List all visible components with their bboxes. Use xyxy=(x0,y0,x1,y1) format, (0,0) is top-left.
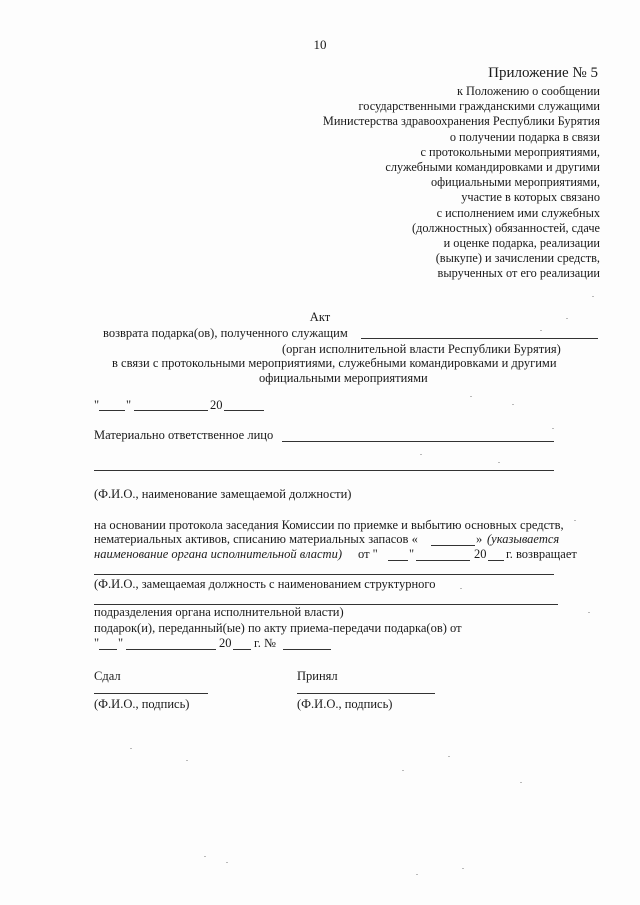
scan-speck xyxy=(552,428,554,429)
handed-note: (Ф.И.О., подпись) xyxy=(94,697,190,711)
appendix-line: служебными командировками и другими xyxy=(385,160,600,175)
date-month-field[interactable] xyxy=(134,410,208,411)
appendix-line: официальными мероприятиями, xyxy=(431,175,600,190)
scan-speck xyxy=(498,462,500,463)
appendix-line: о получении подарка в связи xyxy=(449,129,600,144)
scan-speck xyxy=(520,782,522,783)
date-day-field[interactable] xyxy=(99,410,125,411)
returner-note-1: (Ф.И.О., замещаемая должность с наименованием структурного xyxy=(94,577,436,591)
scan-speck xyxy=(204,856,206,857)
appendix-line: Министерства здравоохранения Республики Бурятия xyxy=(322,114,600,129)
org-note: (орган исполнительной власти Республики Бурятия) xyxy=(282,342,561,356)
date-quote-close: " xyxy=(126,398,132,412)
appendix-line: и оценке подарка, реализации xyxy=(443,236,600,251)
basis-year-prefix: 20 xyxy=(474,547,487,561)
appendix-line: государственными гражданскими служащими xyxy=(358,99,600,114)
scan-speck xyxy=(566,318,568,319)
received-note: (Ф.И.О., подпись) xyxy=(297,697,393,711)
basis-date-quote: " xyxy=(409,547,415,561)
basis-line-2-hint: (указывается xyxy=(487,532,560,546)
scan-speck xyxy=(402,770,404,771)
scan-speck xyxy=(470,396,472,397)
scan-speck xyxy=(130,748,132,749)
basis-line-2-start: нематериальных активов, списанию материальных запасов « xyxy=(94,532,418,546)
responsible-note: (Ф.И.О., наименование замещаемой должности) xyxy=(94,487,352,501)
returner-name-field[interactable] xyxy=(94,574,554,575)
basis-line-1: на основании протокола заседания Комиссии по приемке и выбытию основных средств, xyxy=(94,518,564,532)
scan-speck xyxy=(512,404,514,405)
transfer-day-field[interactable] xyxy=(99,649,117,650)
handed-signature-field[interactable] xyxy=(94,693,208,694)
transfer-date-quote-open: " xyxy=(94,636,100,650)
basis-line-2-quote: » xyxy=(476,532,483,546)
page-number: 10 xyxy=(313,37,327,52)
scan-speck xyxy=(574,520,576,521)
scan-speck xyxy=(186,760,188,761)
appendix-reference-block xyxy=(323,84,600,282)
basis-date-prefix: от " xyxy=(358,547,378,561)
returner-note-2: подразделения органа исполнительной власти) xyxy=(94,605,344,619)
act-line-3: официальными мероприятиями xyxy=(259,371,428,385)
responsible-name-field[interactable] xyxy=(282,441,554,442)
date-year-prefix: 20 xyxy=(210,398,223,412)
appendix-line: к Положению о сообщении xyxy=(456,84,600,98)
appendix-line: участие в которых связано xyxy=(461,190,600,205)
date-quote-open: " xyxy=(94,398,100,412)
scan-speck xyxy=(416,874,418,875)
official-name-field[interactable] xyxy=(361,338,598,339)
basis-day-field[interactable] xyxy=(388,560,408,561)
transfer-year-field[interactable] xyxy=(233,649,251,650)
basis-month-field[interactable] xyxy=(416,560,470,561)
appendix-line: (должностных) обязанностей, сдаче xyxy=(411,220,600,235)
transfer-year-prefix: 20 xyxy=(219,636,232,650)
appendix-line: с исполнением ими служебных xyxy=(436,205,600,220)
scan-speck xyxy=(588,612,590,613)
transfer-number-prefix: г. № xyxy=(254,636,276,650)
scan-speck xyxy=(448,756,450,757)
act-heading: Акт xyxy=(309,310,331,324)
responsible-label: Материально ответственное лицо xyxy=(94,428,274,442)
returner-gift-line: подарок(и), переданный(ые) по акту приема-передачи подарка(ов) от xyxy=(94,621,462,635)
responsible-position-field[interactable] xyxy=(94,470,554,471)
date-year-field[interactable] xyxy=(224,410,264,411)
transfer-date-quote-close: " xyxy=(118,636,124,650)
received-label: Принял xyxy=(297,669,338,683)
appendix-title: Приложение № 5 xyxy=(488,65,598,81)
scan-speck xyxy=(592,296,594,297)
scan-speck xyxy=(226,862,228,863)
basis-year-field[interactable] xyxy=(488,560,504,561)
act-line-1: возврата подарка(ов), полученного служащим xyxy=(103,326,348,340)
basis-returns: г. возвращает xyxy=(506,547,577,561)
material-reserves-field[interactable] xyxy=(431,545,475,546)
transfer-number-field[interactable] xyxy=(283,649,331,650)
appendix-line: с протокольными мероприятиями, xyxy=(420,144,600,159)
received-signature-field[interactable] xyxy=(297,693,435,694)
handed-label: Сдал xyxy=(94,669,121,683)
appendix-line: вырученных от его реализации xyxy=(437,266,600,281)
appendix-line: (выкупе) и зачислении средств, xyxy=(435,251,600,266)
act-line-2: в связи с протокольными мероприятиями, служебными командировками и другими xyxy=(112,356,557,370)
scan-speck xyxy=(462,868,464,869)
transfer-month-field[interactable] xyxy=(126,649,216,650)
scan-speck xyxy=(540,330,542,331)
scan-speck xyxy=(460,588,462,589)
scan-speck xyxy=(420,454,422,455)
basis-line-3-hint: наименование органа исполнительной власти) xyxy=(94,547,342,561)
